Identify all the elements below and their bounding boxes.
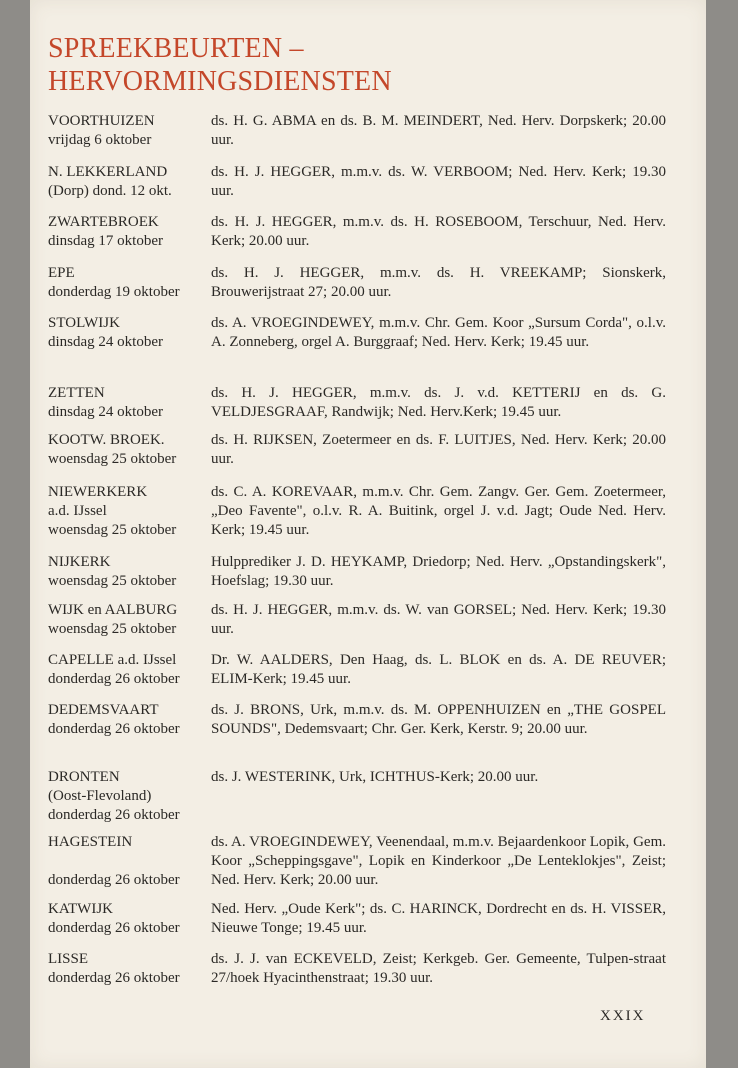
place-name: CAPELLE a.d. IJssel [48, 652, 177, 668]
place-name: ZWARTEBROEK [48, 214, 159, 230]
place-date: donderdag 19 oktober [48, 284, 180, 300]
place-date: woensdag 25 oktober [48, 573, 177, 589]
entry-place [48, 431, 228, 469]
place-name: DEDEMSVAART [48, 702, 159, 718]
title-line-1: SPREEKBEURTEN – [48, 33, 304, 64]
page [30, 0, 706, 1068]
page-title [48, 32, 392, 98]
place-date: donderdag 26 oktober [48, 872, 180, 888]
entry-details: ds. H. J. HEGGER, m.m.v. ds. J. v.d. KETTERIJ en ds. G. VELDJESGRAAF, Randwijk; Ned. Herv.Kerk; 19.45 uur. [211, 385, 666, 420]
entry-place [48, 163, 228, 201]
place-date: donderdag 26 oktober [48, 721, 180, 737]
place-sub: (Oost-Flevoland) [48, 788, 152, 804]
place-name: N. LEKKERLAND [48, 164, 168, 180]
entry-place [48, 314, 228, 352]
entry-place [48, 483, 228, 540]
place-name: KATWIJK [48, 901, 113, 917]
place-name: ZETTEN [48, 385, 105, 401]
entry-details: ds. H. G. ABMA en ds. B. M. MEINDERT, Ned. Herv. Dorpskerk; 20.00 uur. [211, 113, 666, 148]
place-name: NIJKERK [48, 554, 111, 570]
place-date: donderdag 26 oktober [48, 807, 180, 823]
place-date: dinsdag 24 oktober [48, 334, 163, 350]
entry-place [48, 264, 228, 302]
entry-place [48, 112, 228, 150]
entry-details: ds. H. J. HEGGER, m.m.v. ds. H. VREEKAMP; Sionskerk, Brouwerijstraat 27; 20.00 uur. [211, 265, 666, 300]
place-name: WIJK en AALBURG [48, 602, 178, 618]
place-date: donderdag 26 oktober [48, 671, 180, 687]
entry-place [48, 601, 228, 639]
entry-details: ds. A. VROEGINDEWEY, Veenendaal, m.m.v. Bejaardenkoor Lopik, Gem. Koor „Scheppingsgave", Lopik en Kinderkoor „De Lenteklokjes", Zeist; Ned. Herv. Kerk; 20.00 uur. [211, 834, 666, 888]
place-sub [48, 852, 228, 871]
entry-details: ds. C. A. KOREVAAR, m.m.v. Chr. Gem. Zangv. Ger. Gem. Zoetermeer, „Deo Favente", o.l.v. R. A. Buitink, orgel J. v.d. Jagt; Oude Ned. Herv. Kerk; 19.45 uur. [211, 484, 666, 538]
place-date: (Dorp) dond. 12 okt. [48, 183, 172, 199]
entry-place [48, 900, 228, 938]
entry-details: ds. H. J. HEGGER, m.m.v. ds. W. VERBOOM; Ned. Herv. Kerk; 19.30 uur. [211, 164, 666, 199]
entry-place [48, 768, 228, 825]
place-name: LISSE [48, 951, 89, 967]
place-name: VOORTHUIZEN [48, 113, 155, 129]
entry-details: ds. J. BRONS, Urk, m.m.v. ds. M. OPPENHUIZEN en „THE GOSPEL SOUNDS", Dedemsvaart; Chr. Ger. Kerk, Kerstr. 9; 20.00 uur. [211, 702, 666, 737]
entry-place [48, 833, 228, 890]
title-line-2: HERVORMINGSDIENSTEN [48, 66, 392, 97]
place-sub: a.d. IJssel [48, 503, 107, 519]
place-name: STOLWIJK [48, 315, 120, 331]
entry-place [48, 701, 228, 739]
place-name: DRONTEN [48, 769, 120, 785]
place-name: HAGESTEIN [48, 834, 133, 850]
entry-place [48, 651, 228, 689]
place-date: vrijdag 6 oktober [48, 132, 152, 148]
entry-place [48, 213, 228, 251]
place-date: donderdag 26 oktober [48, 920, 180, 936]
place-date: woensdag 25 oktober [48, 621, 177, 637]
place-date: dinsdag 24 oktober [48, 404, 163, 420]
entry-details: Ned. Herv. „Oude Kerk"; ds. C. HARINCK, Dordrecht en ds. H. VISSER, Nieuwe Tonge; 19.45 uur. [211, 901, 666, 936]
entry-details: ds. J. J. van ECKEVELD, Zeist; Kerkgeb. Ger. Gemeente, Tulpen-straat 27/hoek Hyacinthenstraat; 19.30 uur. [211, 951, 666, 986]
place-date: donderdag 26 oktober [48, 970, 180, 986]
page-number: XXIX [600, 1008, 646, 1024]
place-date: woensdag 25 oktober [48, 451, 177, 467]
entry-details: ds. H. J. HEGGER, m.m.v. ds. W. van GORSEL; Ned. Herv. Kerk; 19.30 uur. [211, 602, 666, 637]
place-date: dinsdag 17 oktober [48, 233, 163, 249]
entry-place [48, 950, 228, 988]
entry-details: ds. A. VROEGINDEWEY, m.m.v. Chr. Gem. Koor „Sursum Corda", o.l.v. A. Zonneberg, orgel A. Burggraaf; Ned. Herv. Kerk; 19.45 uur. [211, 315, 666, 350]
entry-details: Dr. W. AALDERS, Den Haag, ds. L. BLOK en ds. A. DE REUVER; ELIM-Kerk; 19.45 uur. [211, 652, 666, 687]
entry-details: Hulpprediker J. D. HEYKAMP, Driedorp; Ned. Herv. „Opstandingskerk", Hoefslag; 19.30 uur. [211, 554, 666, 589]
place-name: NIEWERKERK [48, 484, 148, 500]
place-date: woensdag 25 oktober [48, 522, 177, 538]
place-name: KOOTW. BROEK. [48, 432, 165, 448]
entry-details: ds. H. RIJKSEN, Zoetermeer en ds. F. LUITJES, Ned. Herv. Kerk; 20.00 uur. [211, 432, 666, 467]
entry-place [48, 553, 228, 591]
place-name: EPE [48, 265, 75, 281]
entry-place [48, 384, 228, 422]
entry-details: ds. H. J. HEGGER, m.m.v. ds. H. ROSEBOOM, Terschuur, Ned. Herv. Kerk; 20.00 uur. [211, 214, 666, 249]
entry-details: ds. J. WESTERINK, Urk, ICHTHUS-Kerk; 20.00 uur. [211, 769, 539, 785]
